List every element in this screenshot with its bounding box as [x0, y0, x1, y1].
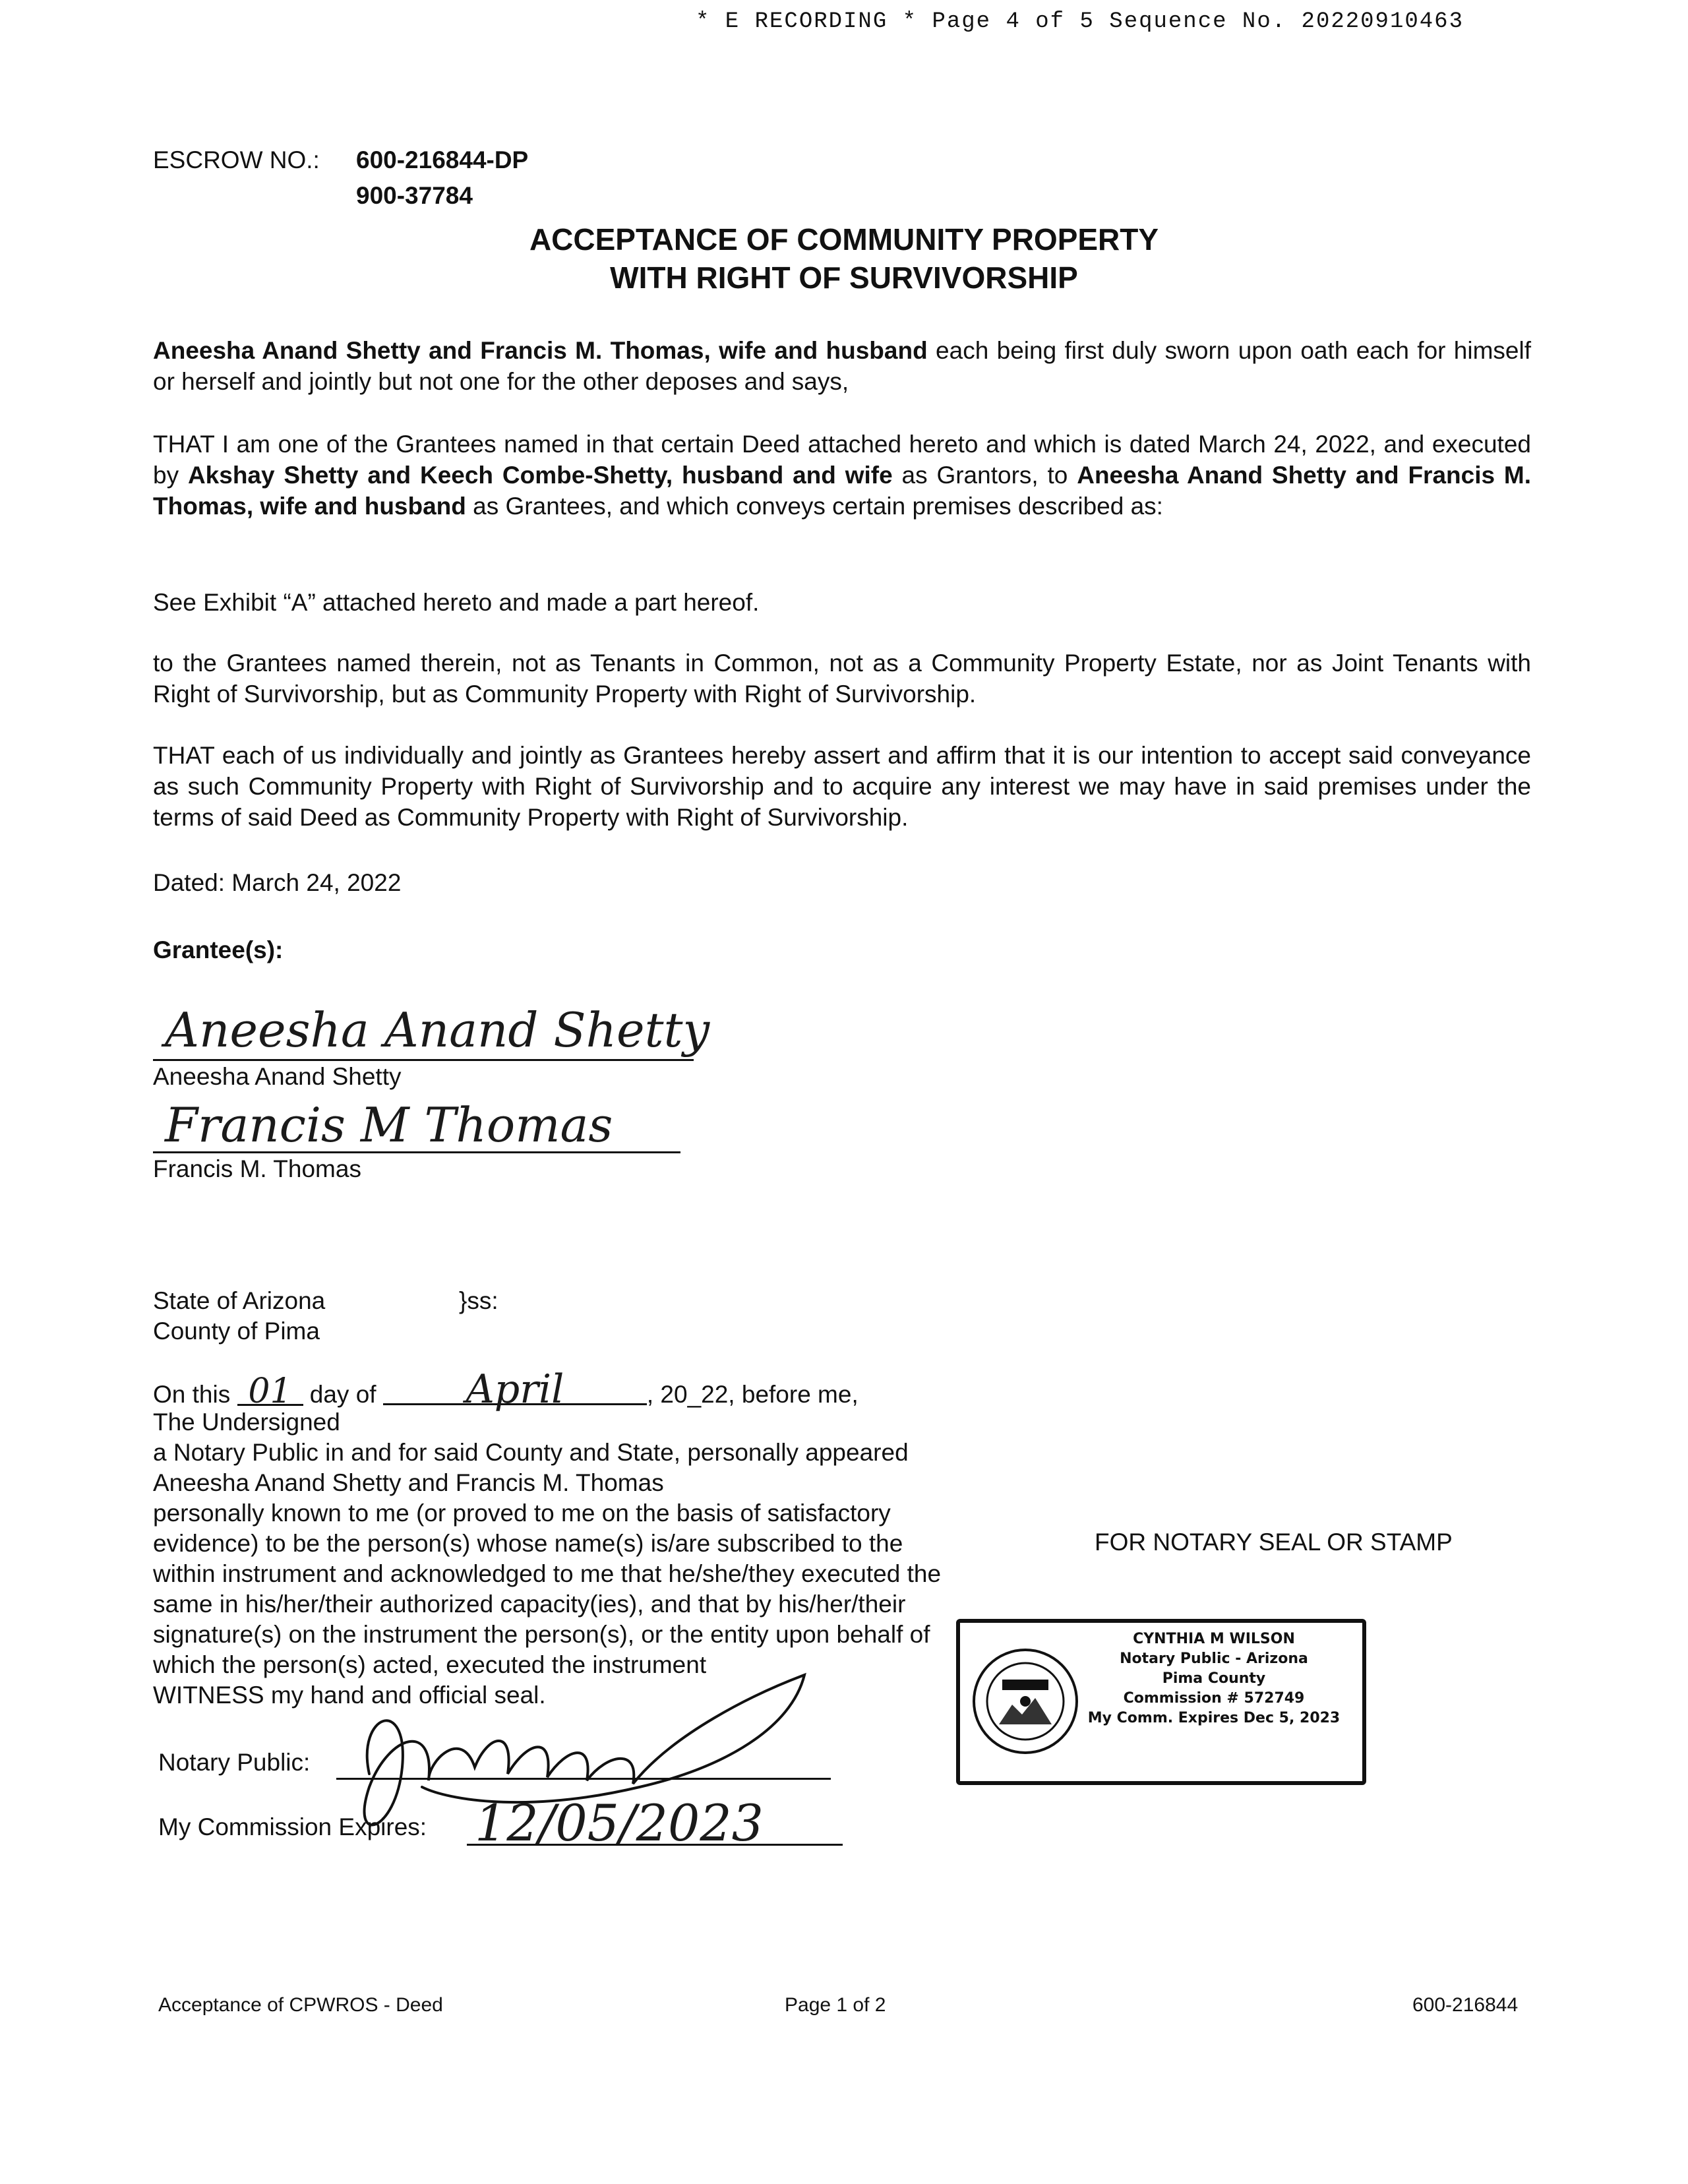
footer-page: Page 1 of 2	[785, 1994, 886, 2016]
affiants-text: each being first duly sworn upon oath each for himself or herself and jointly but not one for the other deposes and says,	[153, 337, 1532, 395]
venue-county: County of Pima	[153, 1318, 320, 1345]
notary-text-line-7: signature(s) on the instrument the person(s), or the entity upon behalf of	[153, 1621, 930, 1648]
venue-state: State of Arizona	[153, 1287, 326, 1314]
undersigned-line: The Undersigned	[153, 1409, 340, 1436]
grantees-names: Aneesha Anand Shetty and Francis M. Thomas, wife and husband	[153, 462, 1532, 520]
day-of-text: day of	[309, 1381, 377, 1408]
commission-label: My Commission Expires:	[158, 1813, 427, 1840]
grantors-names: Akshay Shetty and Keech Combe-Shetty, husband and wife	[187, 462, 893, 489]
grantee-1-name: Aneesha Anand Shetty	[153, 1063, 402, 1090]
venue-ss: }ss:	[459, 1287, 498, 1314]
grantee-2-signature-line	[153, 1151, 680, 1153]
document-title-line-1: ACCEPTANCE OF COMMUNITY PROPERTY	[529, 222, 1159, 257]
notary-text-line-1: a Notary Public in and for said County and State, personally appeared	[153, 1439, 909, 1466]
year-text: , 20_22, before me,	[646, 1381, 859, 1408]
stamp-title: Notary Public - Arizona	[1120, 1651, 1308, 1667]
escrow-number-1: 600-216844-DP	[356, 146, 529, 173]
escrow-label: ESCROW NO.:	[153, 146, 320, 173]
grantee-2-signature: Francis M Thomas	[165, 1097, 613, 1153]
document-title-line-2: WITH RIGHT OF SURVIVORSHIP	[610, 260, 1078, 295]
affiants-names: Aneesha Anand Shetty and Francis M. Thomas, wife and husband	[153, 337, 928, 364]
deed-text-2: as Grantors, to	[892, 462, 1077, 489]
notary-text-line-2: Aneesha Anand Shetty and Francis M. Thomas	[153, 1469, 664, 1496]
stamp-county: Pima County	[1162, 1670, 1266, 1687]
on-this-text: On this	[153, 1381, 231, 1408]
notary-text-line-3: personally known to me (or proved to me on the basis of satisfactory	[153, 1500, 891, 1527]
notary-public-label: Notary Public:	[158, 1749, 311, 1776]
state-seal-icon	[969, 1639, 1081, 1764]
grantees-label: Grantee(s):	[153, 936, 284, 963]
escrow-number-2: 900-37784	[356, 182, 473, 209]
commission-date-handwritten: 12/05/2023	[475, 1794, 764, 1852]
paragraph-affirmation: THAT each of us individually and jointly as Grantees hereby assert and affirm that it is our intention to accept said conveyance as such Community Property with Right of Survivorship and to acquire any interest we may have in said premises under the terms of said Deed as Community Property with Right of Survivorship.	[153, 742, 1531, 831]
notary-text-line-8: which the person(s) acted, executed the instrument	[153, 1651, 707, 1678]
stamp-text	[1079, 1629, 1349, 1728]
paragraph-deed	[153, 429, 1531, 522]
stamp-commission: Commission # 572749	[1123, 1690, 1305, 1707]
notary-text-line-5: within instrument and acknowledged to me that he/she/they executed the	[153, 1560, 942, 1587]
notary-text-line-4: evidence) to be the person(s) whose name(s) is/are subscribed to the	[153, 1530, 903, 1557]
notary-month-handwritten: April	[383, 1376, 647, 1405]
footer-right: 600-216844	[1412, 1994, 1519, 2016]
notary-text-line-9: WITNESS my hand and official seal.	[153, 1682, 546, 1709]
grantee-1-signature: Aneesha Anand Shetty	[165, 1002, 710, 1058]
notary-text-line-6: same in his/her/their authorized capacity(ies), and that by his/her/their	[153, 1591, 906, 1618]
stamp-name: CYNTHIA M WILSON	[1133, 1631, 1295, 1647]
recording-header: * E RECORDING * Page 4 of 5 Sequence No. 20220910463	[696, 9, 1464, 34]
footer-left: Acceptance of CPWROS - Deed	[158, 1994, 443, 2016]
stamp-expires: My Comm. Expires Dec 5, 2023	[1087, 1710, 1341, 1726]
deed-text-3: as Grantees, and which conveys certain premises described as:	[466, 493, 1163, 520]
grantee-2-name: Francis M. Thomas	[153, 1155, 361, 1182]
paragraph-affiants	[153, 335, 1531, 397]
commission-line	[467, 1844, 843, 1846]
notary-stamp	[956, 1619, 1366, 1785]
grantee-1-signature-line	[153, 1059, 694, 1061]
deed-text-1: THAT I am one of the Grantees named in that certain Deed attached hereto and which is dated March 24, 2022, and executed by	[153, 431, 1531, 489]
notary-date-line	[153, 1366, 859, 1412]
seal-caption: FOR NOTARY SEAL OR STAMP	[1095, 1529, 1453, 1556]
dated-line: Dated: March 24, 2022	[153, 869, 402, 896]
paragraph-tenancy: to the Grantees named therein, not as Tenants in Common, not as a Community Property Estate, nor as Joint Tenants with Right of Survivorship, but as Community Property with Right of Survivorship.	[153, 650, 1531, 708]
paragraph-exhibit: See Exhibit “A” attached hereto and made a part hereof.	[153, 589, 760, 616]
notary-day-handwritten: 01	[237, 1379, 303, 1406]
